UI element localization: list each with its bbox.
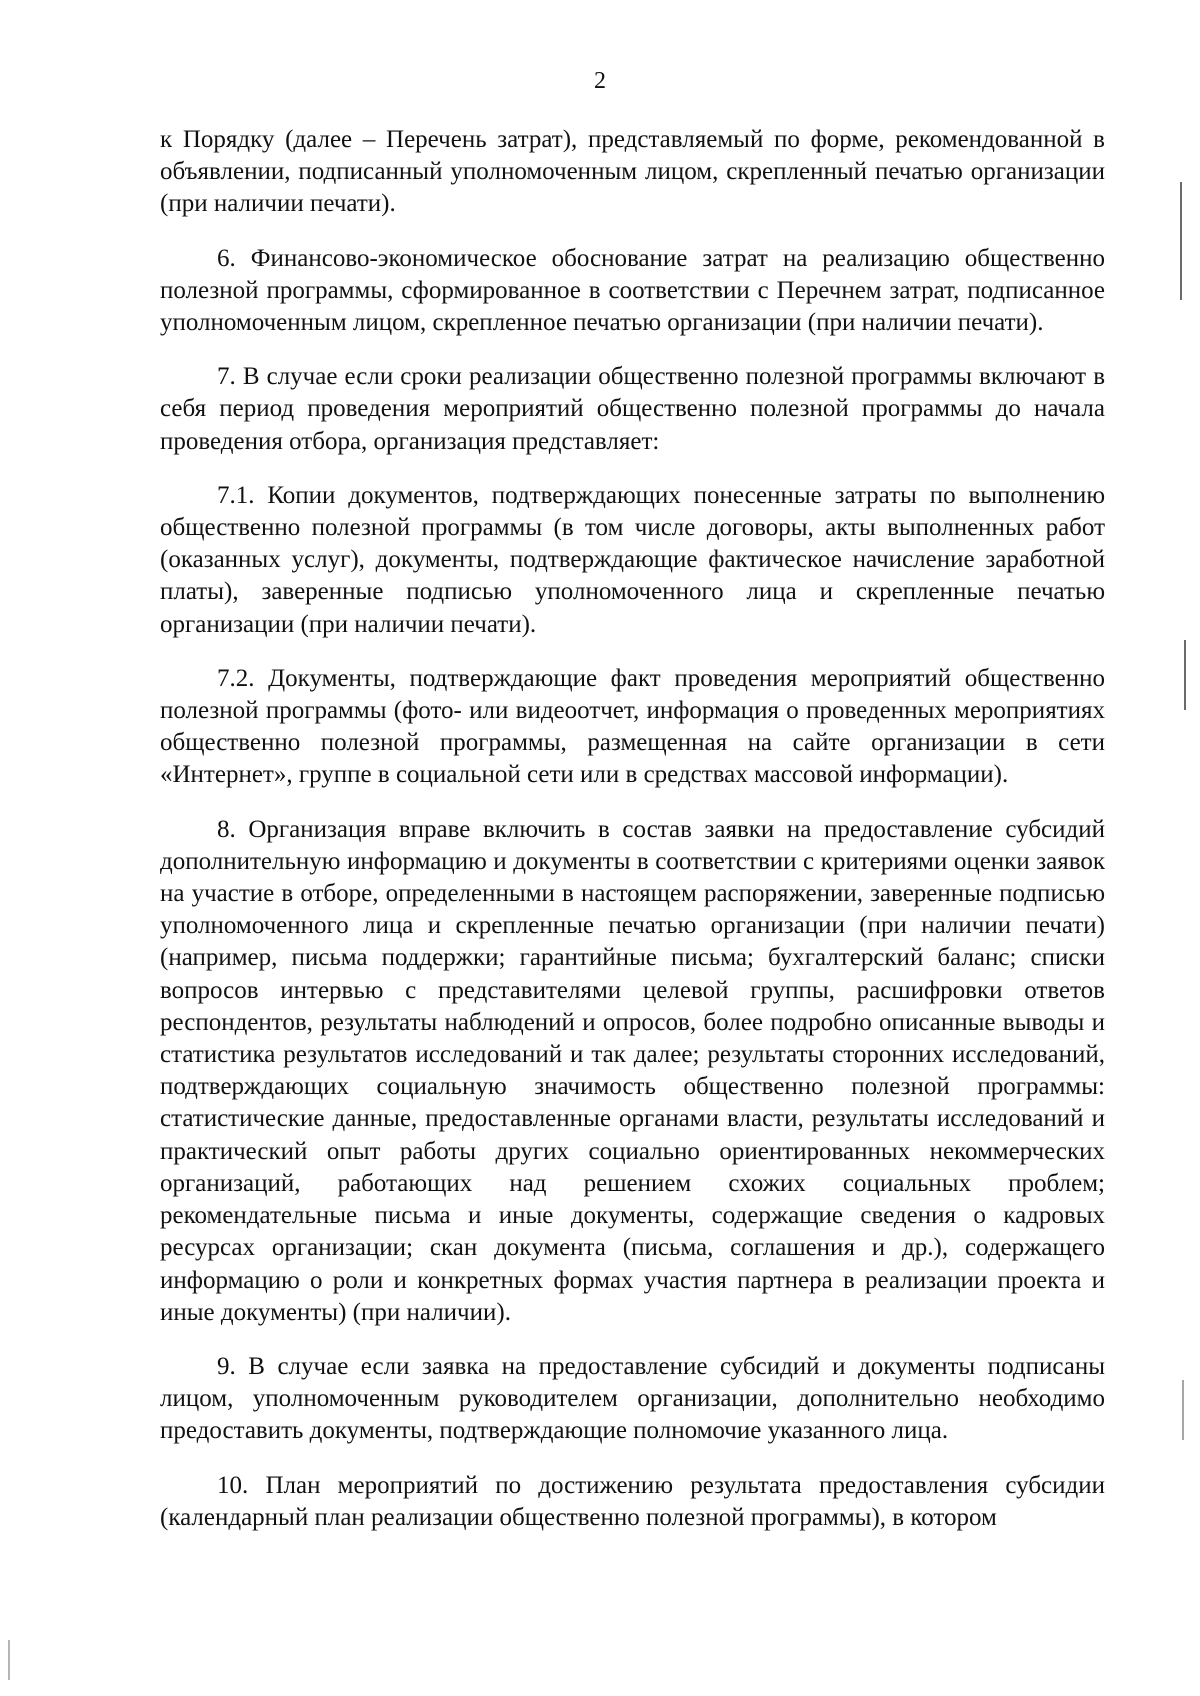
paragraph-continuation: к Порядку (далее – Перечень затрат), представляемый по форме, рекомендованной в объявлении, подписанный уполномоченным лицом, скрепленный печатью организации (при наличии печати). — [160, 126, 1105, 218]
paragraph-item-7-2: 7.2. Документы, подтверждающие факт проведения мероприятий общественно полезной программы (фото- или видеоотчет, информация о проведенных мероприятиях общественно полезной программы, размещенная на сайте организации в сети «Интернет», группе в социальной сети или в средствах массовой информации). — [160, 664, 1105, 789]
scan-artifact — [1184, 640, 1186, 710]
paragraph-item-9: 9. В случае если заявка на предоставление субсидий и документы подписаны лицом, уполномоченным руководителем организации, дополнительно необходимо предоставить документы, подтверждающие полномочие указанного лица. — [160, 1352, 1105, 1445]
paragraph-item-10: 10. План мероприятий по достижению результата предоставления субсидии (календарный план реализации общественно полезной программы), в котором — [160, 1471, 1105, 1531]
paragraph-item-6: 6. Финансово-экономическое обоснование затрат на реализацию общественно полезной программы, сформированное в соответствии с Перечнем затрат, подписанное уполномоченным лицом, скрепленное печатью организации (при наличии печати). — [160, 244, 1105, 337]
scan-artifact — [1182, 1380, 1184, 1440]
paragraph-item-7: 7. В случае если сроки реализации общественно полезной программы включают в себя период проведения мероприятий общественно полезной программы до начала проведения отбора, организация представляет: — [160, 363, 1105, 455]
document-body — [160, 124, 1105, 1534]
paragraph-item-7-1: 7.1. Копии документов, подтверждающих понесенные затраты по выполнению общественно полезной программы (в том числе договоры, акты выполненных работ (оказанных услуг), документы, подтверждающие фактическое начисление заработной платы), заверенные подписью уполномоченного лица и скрепленные печатью организации (при наличии печати). — [160, 481, 1105, 638]
paragraph-item-8: 8. Организация вправе включить в состав заявки на предоставление субсидий дополнительную информацию и документы в соответствии с критериями оценки заявок на участие в отборе, определенными в настоящем распоряжении, заверенные подписью уполномоченного лица и скрепленные печатью организации (при наличии печати) (например, письма поддержки; гарантийные письма; бухгалтерский баланс; списки вопросов интервью с представителями целевой группы, расшифровки ответов респондентов, результаты наблюдений и опросов, более подробно описанные выводы и статистика результатов исследований и так далее; результаты сторонних исследований, подтверждающих социальную значимость общественно полезной программы: статистические данные, предоставленные органами власти, результаты исследований и практический опыт работы других социально ориентированных некоммерческих организаций, работающих над решением схожих социальных проблем; рекомендательные письма и иные документы, содержащие сведения о кадровых ресурсах организации; скан документа (письма, соглашения и др.), содержащего информацию о роли и конкретных формах участия партнера в реализации проекта и иные документы) (при наличии). — [160, 815, 1105, 1326]
scan-artifact — [8, 1640, 10, 1680]
scan-artifact — [1180, 182, 1182, 300]
page-number: 2 — [594, 68, 606, 94]
